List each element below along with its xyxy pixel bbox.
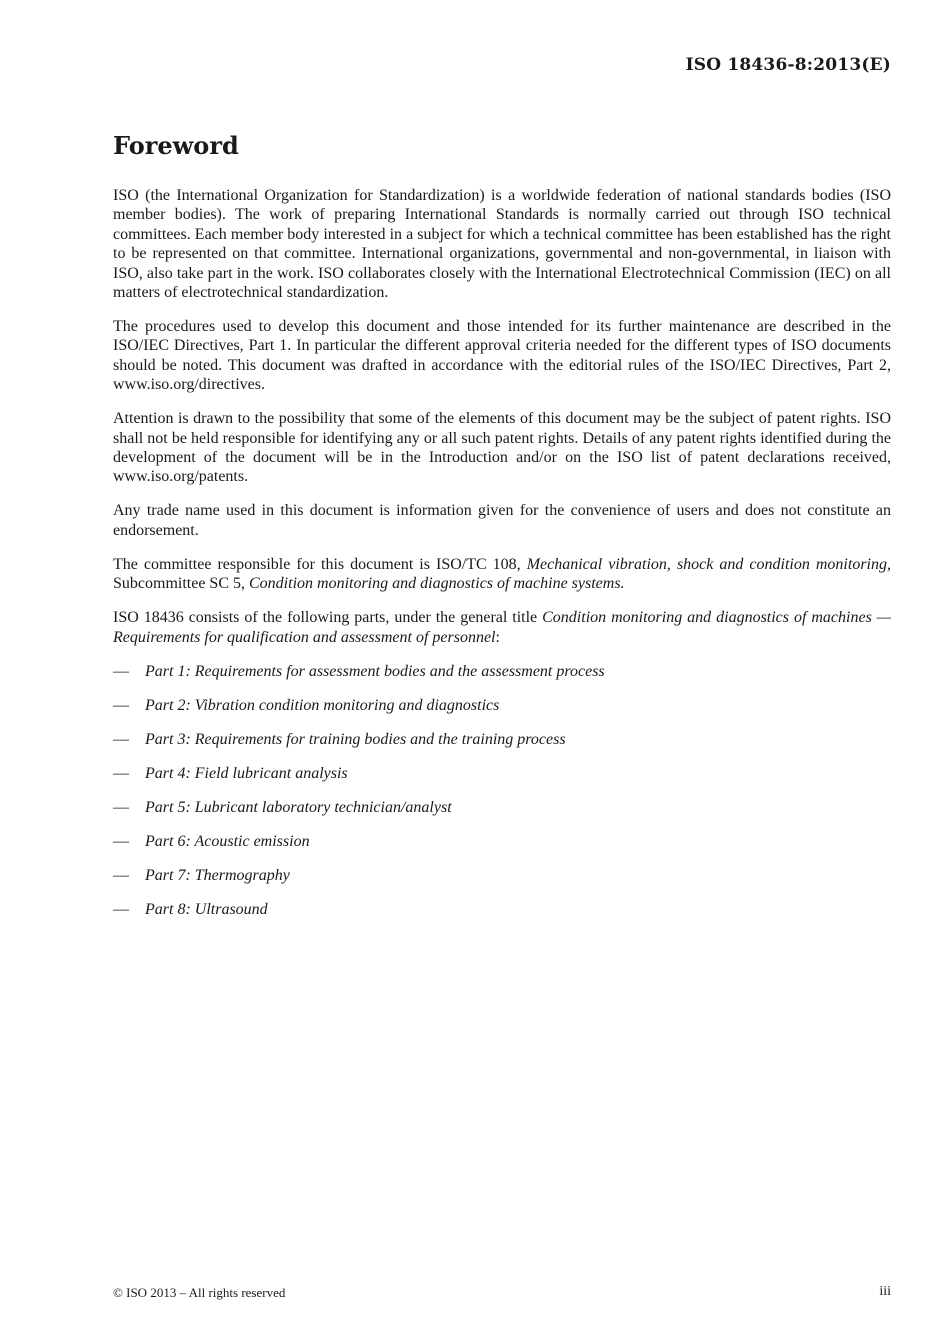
paragraph-procedures: The procedures used to develop this document and those intended for its further maintenance are described in the ISO/IEC Directives, Part 1. In particular the different approval criteria needed for the different types of ISO documents should be noted. This document was drafted in accordance with the editorial rules of the ISO/IEC Directives, Part 2, www.iso.org/directives.: [113, 318, 891, 394]
part-label: Part 2: Vibration condition monitoring and diagnostics: [145, 696, 500, 714]
list-item: [113, 832, 891, 851]
page-number: iii: [879, 1284, 891, 1299]
paragraph-patent-rights: Attention is drawn to the possibility that some of the elements of this document may be the subject of patent rights. ISO shall not be held responsible for identifying any or all such patent rights. Details of any patent rights identified during the development of the document will be in the Introduction and/or on the ISO list of patent declarations received, www.iso.org/patents.: [113, 410, 891, 486]
subcommittee-title: Condition monitoring and diagnostics of machine systems.: [249, 575, 625, 593]
parts-list: [113, 662, 891, 919]
part-label: Part 8: Ultrasound: [145, 900, 268, 918]
list-item: [113, 900, 891, 919]
list-item: [113, 798, 891, 817]
part-label: Part 7: Thermography: [145, 866, 290, 884]
list-item: [113, 730, 891, 749]
part-label: Part 1: Requirements for assessment bodies and the assessment process: [145, 662, 605, 680]
list-dash: —: [113, 696, 129, 714]
paragraph-trade-name: Any trade name used in this document is information given for the convenience of users and does not constitute an endorsement.: [113, 502, 891, 539]
committee-text-2: , Subcommittee SC 5,: [113, 555, 891, 593]
paragraph-iso-intro: ISO (the International Organization for Standardization) is a worldwide federation of national standards bodies (ISO member bodies). The work of preparing International Standards is normally carried out through ISO technical committees. Each member body interested in a subject for which a technical committee has been established has the right to be represented on that committee. International organizations, governmental and non-governmental, in liaison with ISO, also take part in the work. ISO collaborates closely with the International Electrotechnical Commission (IEC) on all matters of electrotechnical standardization.: [113, 187, 891, 302]
copyright-notice: © ISO 2013 – All rights reserved: [113, 1285, 286, 1300]
part-label: Part 4: Field lubricant analysis: [145, 764, 348, 782]
page-title: Foreword: [113, 131, 239, 160]
list-dash: —: [113, 866, 129, 884]
list-item: [113, 764, 891, 783]
foreword-body: [113, 186, 891, 934]
general-title: Condition monitoring and diagnostics of machines — Requirements for qualification and assessment of personnel: [113, 609, 891, 646]
committee-text-1: The committee responsible for this document is ISO/TC 108,: [113, 555, 527, 573]
list-dash: —: [113, 900, 129, 918]
list-dash: —: [113, 730, 129, 748]
list-dash: —: [113, 662, 129, 680]
parts-intro-text-2: :: [495, 628, 500, 646]
part-label: Part 6: Acoustic emission: [145, 832, 310, 850]
list-dash: —: [113, 764, 129, 782]
part-label: Part 3: Requirements for training bodies and the training process: [145, 730, 566, 748]
list-item: [113, 662, 891, 681]
document-id: ISO 18436-8:2013(E): [685, 55, 891, 75]
list-item: [113, 866, 891, 885]
list-dash: —: [113, 832, 129, 850]
parts-intro-text-1: ISO 18436 consists of the following parts, under the general title: [113, 609, 543, 627]
committee-title: Mechanical vibration, shock and condition monitoring: [526, 555, 887, 573]
list-item: [113, 696, 891, 715]
paragraph-committee: [113, 555, 891, 594]
list-dash: —: [113, 798, 129, 816]
part-label: Part 5: Lubricant laboratory technician/analyst: [145, 798, 452, 816]
paragraph-parts-intro: [113, 608, 891, 647]
